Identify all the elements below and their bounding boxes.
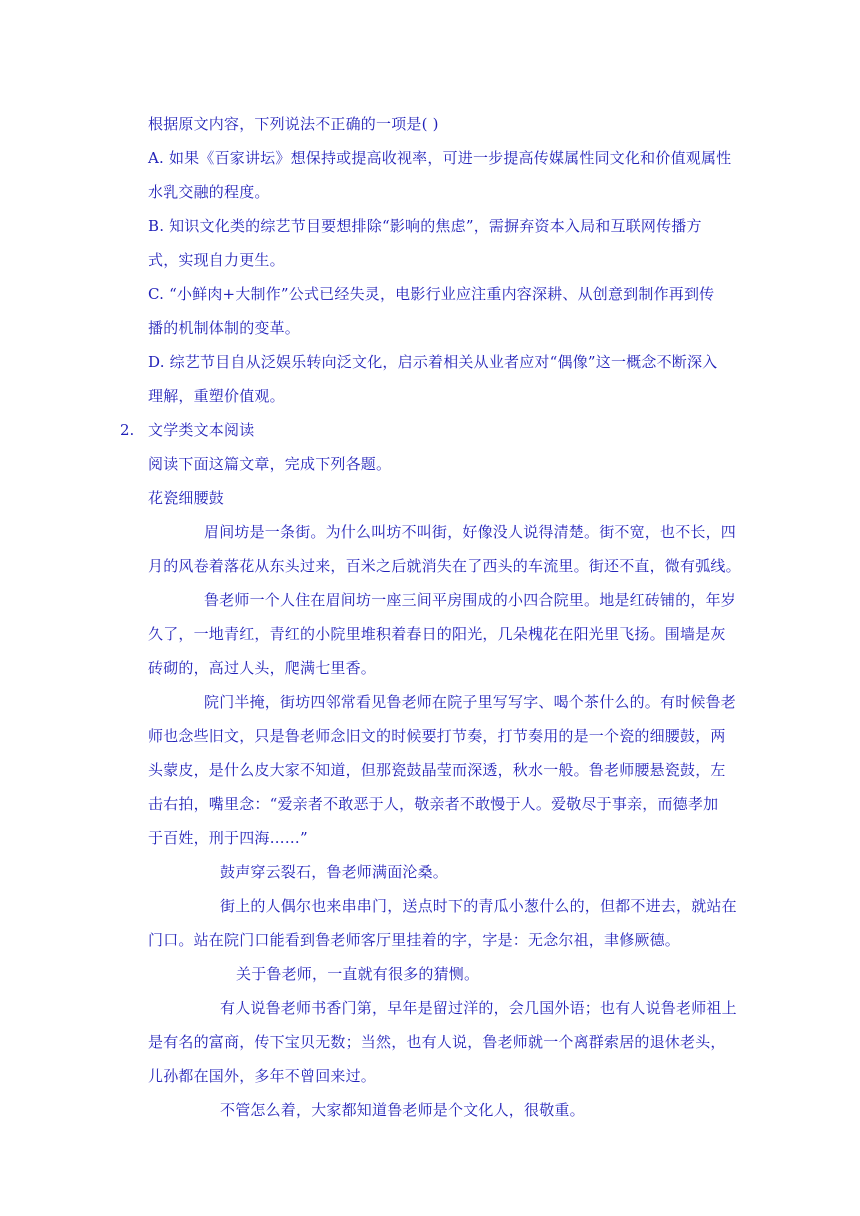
option-d-line-1: D. 综艺节目自从泛娱乐转向泛文化，启示着相关从业者应对“偶像”这一概念不断深入: [148, 353, 718, 371]
option-c-line-2: 播的机制体制的变革。: [148, 319, 301, 337]
section-number: 2.: [120, 421, 135, 439]
option-c-line-1: C. “小鲜肉+大制作”公式已经失灵，电影行业应注重内容深耕、从创意到制作再到传: [148, 285, 715, 303]
paragraph-3-line-4: 击右拍，嘴里念：“爱亲者不敢恶于人，敬亲者不敢慢于人。爱敬尽于事亲，而德孝加: [148, 795, 719, 813]
paragraph-7-line-2: 是有名的富商，传下宝贝无数；当然，也有人说，鲁老师就一个离群索居的退休老头，: [148, 1033, 726, 1051]
paragraph-8: 不管怎么着，大家都知道鲁老师是个文化人，很敬重。: [220, 1101, 585, 1119]
paragraph-2-line-1: 鲁老师一个人住在眉间坊一座三间平房围成的小四合院里。地是红砖铺的，年岁: [204, 591, 737, 609]
section-title: 文学类文本阅读: [148, 421, 255, 439]
paragraph-2-line-3: 砖砌的，高过人头，爬满七里香。: [148, 659, 377, 677]
section-instruction: 阅读下面这篇文章，完成下列各题。: [148, 455, 392, 473]
option-a-line-2: 水乳交融的程度。: [148, 183, 270, 201]
article-title: 花瓷细腰鼓: [148, 489, 225, 507]
paragraph-3-line-2: 师也念些旧文，只是鲁老师念旧文的时候要打节奏，打节奏用的是一个瓷的细腰鼓，两: [148, 727, 726, 745]
paragraph-4: 鼓声穿云裂石，鲁老师满面沦桑。: [220, 863, 449, 881]
paragraph-3-line-5: 于百姓，刑于四海……”: [148, 829, 308, 847]
paragraph-3-line-3: 头蒙皮，是什么皮大家不知道，但那瓷鼓晶莹而深透，秋水一般。鲁老师腰悬瓷鼓，左: [148, 761, 726, 779]
paragraph-7-line-3: 儿孙都在国外，多年不曾回来过。: [148, 1067, 377, 1085]
question-stem: 根据原文内容，下列说法不正确的一项是( ): [148, 115, 439, 133]
paragraph-7-line-1: 有人说鲁老师书香门第，早年是留过洋的，会几国外语；也有人说鲁老师祖上: [220, 999, 737, 1017]
paragraph-1-line-2: 月的风卷着落花从东头过来，百米之后就消失在了西头的车流里。街还不直，微有弧线。: [148, 557, 741, 575]
paragraph-5-line-2: 门口。站在院门口能看到鲁老师客厅里挂着的字，字是：无念尔祖，聿修厥德。: [148, 931, 681, 949]
paragraph-1-line-1: 眉间坊是一条街。为什么叫坊不叫街，好像没人说得清楚。街不宽，也不长，四: [204, 523, 737, 541]
option-b-line-2: 式，实现自力更生。: [148, 251, 285, 269]
paragraph-2-line-2: 久了，一地青红，青红的小院里堆积着春日的阳光，几朵槐花在阳光里飞扬。围墙是灰: [148, 625, 726, 643]
option-a-line-1: A. 如果《百家讲坛》想保持或提高收视率，可进一步提高传媒属性同文化和价值观属性: [148, 149, 732, 167]
paragraph-5-line-1: 街上的人偶尔也来串串门，送点时下的青瓜小葱什么的，但都不进去，就站在: [220, 897, 737, 915]
paragraph-3-line-1: 院门半掩，街坊四邻常看见鲁老师在院子里写写字、喝个茶什么的。有时候鲁老: [204, 693, 737, 711]
option-d-line-2: 理解，重塑价值观。: [148, 387, 285, 405]
paragraph-6: 关于鲁老师，一直就有很多的猜恻。: [236, 965, 480, 983]
option-b-line-1: B. 知识文化类的综艺节目要想排除“影响的焦虑”，需摒弃资本入局和互联网传播方: [148, 217, 702, 235]
